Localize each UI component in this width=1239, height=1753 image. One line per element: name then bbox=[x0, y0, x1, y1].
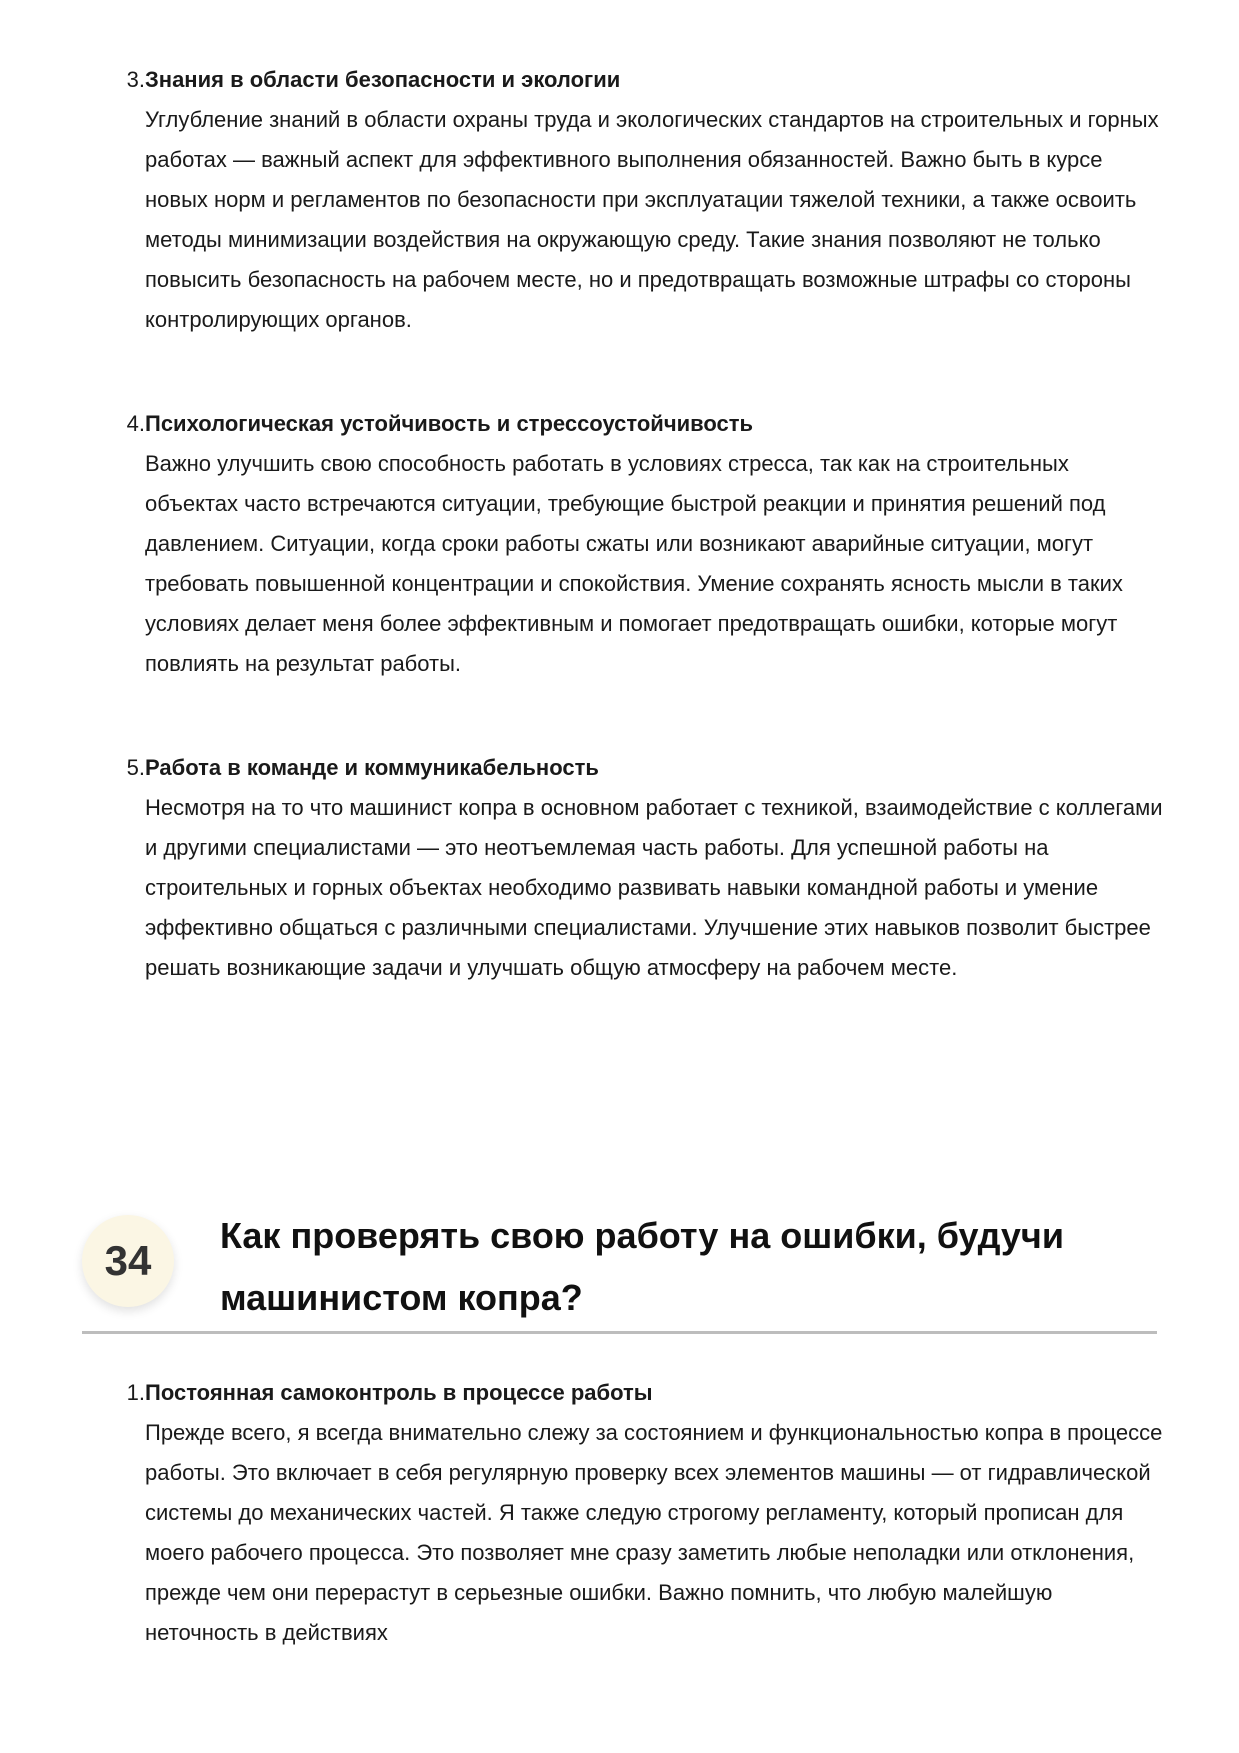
item-title: Постоянная самоконтроль в процессе работы bbox=[145, 1380, 653, 1405]
list-item-5 bbox=[118, 748, 1163, 988]
list-item-1 bbox=[118, 1373, 1163, 1653]
list-item-4 bbox=[118, 404, 1163, 684]
section-header bbox=[82, 1205, 1157, 1334]
item-title: Знания в области безопасности и экологии bbox=[145, 67, 621, 92]
item-title: Работа в команде и коммуникабельность bbox=[145, 755, 599, 780]
item-body: Несмотря на то что машинист копра в основном работает с техникой, взаимодействие с коллегами и другими специалистами — это неотъемлемая часть работы. Для успешной работы на строительных и горных объектах необходимо развивать навыки командной работы и умение эффективно общаться с различными специалистами. Улучшение этих навыков позволит быстрее решать возникающие задачи и улучшать общую атмосферу на рабочем месте. bbox=[145, 795, 1163, 980]
section-number-badge: 34 bbox=[82, 1215, 174, 1307]
item-body: Важно улучшить свою способность работать в условиях стресса, так как на строительных объектах часто встречаются ситуации, требующие быстрой реакции и принятия решений под давлением. Ситуации, когда сроки работы сжаты или возникают аварийные ситуации, могут требовать повышенной концентрации и спокойствия. Умение сохранять ясность мысли в таких условиях делает меня более эффективным и помогает предотвращать ошибки, которые могут повлиять на результат работы. bbox=[145, 451, 1123, 676]
item-body: Углубление знаний в области охраны труда и экологических стандартов на строительных и горных работах — важный аспект для эффективного выполнения обязанностей. Важно быть в курсе новых норм и регламентов по безопасности при эксплуатации тяжелой техники, а также освоить методы минимизации воздействия на окружающую среду. Такие знания позволяют не только повысить безопасность на рабочем месте, но и предотвращать возможные штрафы со стороны контролирующих органов. bbox=[145, 107, 1159, 332]
item-number: 5. bbox=[126, 755, 145, 780]
item-number: 4. bbox=[126, 411, 145, 436]
item-number: 3. bbox=[126, 67, 145, 92]
list-item-3 bbox=[118, 60, 1163, 340]
item-number: 1. bbox=[126, 1380, 145, 1405]
section-title: Как проверять свою работу на ошибки, будучи машинистом копра? bbox=[220, 1215, 1064, 1318]
item-body: Прежде всего, я всегда внимательно слежу за состоянием и функциональностью копра в процессе работы. Это включает в себя регулярную проверку всех элементов машины — от гидравлической системы до механических частей. Я также следую строгому регламенту, который прописан для моего рабочего процесса. Это позволяет мне сразу заметить любые неполадки или отклонения, прежде чем они перерастут в серьезные ошибки. Важно помнить, что любую малейшую неточность в действиях bbox=[145, 1420, 1163, 1645]
item-title: Психологическая устойчивость и стрессоустойчивость bbox=[145, 411, 754, 436]
